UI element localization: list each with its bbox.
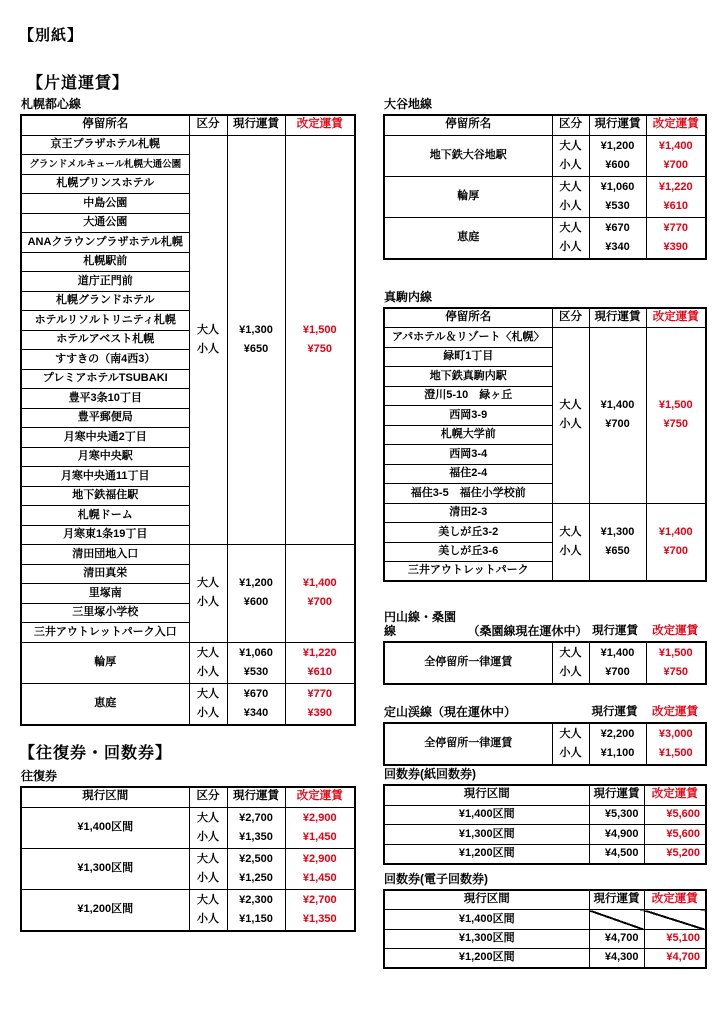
fare-row [21,807,355,848]
adult-revised-fare: ¥1,400 [658,525,693,538]
category-cell [552,503,589,581]
child-label: 小人 [197,665,219,678]
current-fare-cell [589,723,646,765]
adult-label: 大人 [559,180,582,193]
stop-name: 西岡3-4 [384,445,552,465]
fare-row [21,889,355,931]
coupon-section [383,767,707,969]
current-fare-cell [589,328,646,504]
revised-fare-cell: ¥5,600 [644,805,706,825]
section-name: ¥1,200区間 [21,889,189,931]
col-header-revised-fare: 改定運賃 [644,785,706,805]
stop-name: グランドメルキュール札幌大通公園 [21,155,189,175]
stop-name: 恵庭 [21,683,189,725]
adult-revised-fare: ¥1,500 [658,399,693,412]
adult-label: 大人 [197,852,219,865]
maruyama-line-table [383,641,707,685]
makomanai-line-table [383,307,707,583]
section-name: ¥1,300区間 [21,848,189,889]
current-fare-cell [227,889,285,931]
col-header-revised-fare: 改定運賃 [652,625,699,637]
stop-name: 京王プラザホテル札幌 [21,135,189,155]
revised-fare-cell [646,328,706,504]
sapporo-line-section [20,97,356,726]
child-label: 小人 [197,342,219,355]
stop-row [384,328,706,348]
current-fare-cell [227,848,285,889]
stop-name: 福住2-4 [384,464,552,484]
stop-row [21,683,355,725]
stop-name: ホテルリソルトリニティ札幌 [21,311,189,331]
col-header-revised-fare: 改定運賃 [652,706,698,718]
stop-name: 三井アウトレットパーク [384,562,552,582]
category-cell [189,642,227,683]
fare-row [384,805,706,825]
adult-current-fare: ¥1,060 [239,646,273,659]
stop-row [21,135,355,155]
col-header-current-section: 現行区間 [21,787,189,807]
adult-current-fare: ¥2,500 [239,852,273,865]
child-revised-fare: ¥610 [663,199,688,212]
current-fare-cell [589,217,646,259]
child-revised-fare: ¥1,450 [302,830,337,843]
child-current-fare: ¥600 [605,158,630,171]
line-note-jozankei: （現在運休中） [432,705,517,719]
stop-name: 輪厚 [384,176,552,217]
adult-label: 大人 [197,577,219,590]
col-header-category: 区分 [552,115,589,135]
child-current-fare: ¥700 [605,418,630,431]
col-header-current-fare: 現行運賃 [227,115,285,135]
oyachi-line-table [383,114,707,260]
child-revised-fare: ¥1,350 [302,912,337,925]
table-header-row [384,785,706,805]
fare-row [384,949,706,969]
child-revised-fare: ¥750 [307,342,332,355]
adult-current-fare: ¥2,300 [239,893,273,906]
fare-row [384,825,706,845]
category-cell [189,848,227,889]
child-label: 小人 [197,871,219,884]
col-header-stop-name: 停留所名 [21,115,189,135]
adult-label: 大人 [559,399,582,412]
current-fare-cell: ¥4,700 [589,929,644,949]
adult-current-fare: ¥670 [605,221,630,234]
stop-name: 地下鉄福住駅 [21,486,189,506]
revised-fare-cell: ¥5,100 [644,929,706,949]
stop-row [384,135,706,176]
flat-fare-row [384,642,706,684]
child-current-fare: ¥700 [605,666,630,678]
stop-name: 美しが丘3-6 [384,542,552,562]
right-column [383,97,707,766]
table-header-row [384,115,706,135]
adult-current-fare: ¥1,400 [600,647,635,659]
fare-row [21,848,355,889]
line-title-jozankei: 定山渓線 [384,705,433,719]
child-current-fare: ¥1,150 [239,912,273,925]
stop-name: 清田2-3 [384,503,552,523]
jozankei-line-section [383,703,707,766]
stop-name: 地下鉄大谷地駅 [384,135,552,176]
adult-revised-fare: ¥2,700 [302,893,337,906]
makomanai-line-section [383,290,707,583]
adult-current-fare: ¥1,200 [600,139,635,152]
roundtrip-title: 往復券 [21,769,58,783]
revised-fare-cell [646,135,706,176]
col-header-stop-name: 停留所名 [384,115,552,135]
adult-revised-fare: ¥2,900 [302,811,337,824]
coupon-electronic-title: 回数券(電子回数券) [384,871,488,886]
roundtrip-table [20,786,356,932]
stop-name: ホテルアベスト札幌 [21,330,189,350]
col-header-current-fare: 現行運賃 [589,785,644,805]
stop-name: 大通公園 [21,213,189,233]
coupon-electronic-table [383,889,707,970]
adult-label: 大人 [559,728,582,740]
col-header-current-section: 現行区間 [384,785,589,805]
adult-current-fare: ¥2,700 [239,811,273,824]
current-fare-cell: ¥4,300 [589,949,644,969]
category-cell [189,807,227,848]
adult-revised-fare: ¥770 [307,687,332,700]
child-current-fare: ¥530 [605,199,630,212]
adult-current-fare: ¥1,300 [239,323,273,336]
child-current-fare: ¥340 [605,240,630,253]
adult-label: 大人 [197,893,219,906]
child-label: 小人 [197,596,219,609]
adult-label: 大人 [559,221,582,234]
child-label: 小人 [559,544,582,557]
category-cell [189,135,227,545]
revised-fare-cell [285,889,355,931]
stop-name: 道庁正門前 [21,272,189,292]
adult-revised-fare: ¥2,900 [302,852,337,865]
col-header-current-fare: 現行運賃 [227,787,285,807]
current-fare-cell [589,176,646,217]
child-current-fare: ¥600 [243,596,269,609]
revised-fare-cell [285,807,355,848]
revised-fare-cell [646,503,706,581]
child-label: 小人 [559,199,582,212]
current-fare-cell [227,683,285,725]
revised-fare-cell [285,848,355,889]
child-revised-fare: ¥700 [663,544,688,557]
adult-current-fare: ¥670 [243,687,269,700]
adult-label: 大人 [197,811,219,824]
stop-name: 月寒中央駅 [21,447,189,467]
stop-name: 札幌グランドホテル [21,291,189,311]
adult-revised-fare: ¥1,220 [302,646,337,659]
coupon-paper-table [383,784,707,865]
revised-fare-cell [285,642,355,683]
child-revised-fare: ¥700 [663,158,688,171]
category-cell [552,176,589,217]
child-label: 小人 [197,912,219,925]
stop-row [384,503,706,523]
col-header-revised-fare: 改定運賃 [285,115,355,135]
col-header-current-fare: 現行運賃 [592,625,639,637]
col-header-current-fare: 現行運賃 [589,115,646,135]
jozankei-line-header [384,703,707,719]
stop-name: すすきの（南4西3） [21,350,189,370]
stop-name: 豊平3条10丁目 [21,389,189,409]
section-name: ¥1,200区間 [384,844,589,864]
child-revised-fare: ¥390 [307,706,332,719]
table-header-row [21,115,355,135]
oneway-fare-heading: 【片道運賃】 [27,75,130,92]
line-note-maruyama: （桑園線現在運休中） [467,624,588,638]
current-fare-cell: ¥4,500 [589,844,644,864]
line-title-makomanai: 真駒内線 [384,289,433,304]
current-fare-cell: ¥4,900 [589,825,644,845]
stop-name: プレミアホテルTSUBAKI [21,369,189,389]
adult-current-fare: ¥1,300 [600,525,635,538]
roundtrip-section [20,769,356,932]
child-current-fare: ¥1,350 [239,830,273,843]
current-fare-cell: ¥5,300 [589,805,644,825]
revised-fare-cell [646,217,706,259]
jozankei-line-table [383,722,707,766]
line-title-maruyama: 円山線・桑園線 [384,610,457,638]
sapporo-line-table [20,114,356,726]
revised-fare-cell-na [644,910,706,930]
stop-name: 美しが丘3-2 [384,523,552,543]
current-fare-cell-na [589,910,644,930]
stop-name: 月寒中央通2丁目 [21,428,189,448]
stop-name: 輪厚 [21,642,189,683]
fare-row [384,844,706,864]
adult-revised-fare: ¥3,000 [658,728,693,740]
section-name: ¥1,300区間 [384,929,589,949]
revised-fare-cell: ¥5,600 [644,825,706,845]
category-cell [552,217,589,259]
category-cell [552,642,589,684]
child-current-fare: ¥650 [243,342,269,355]
stop-name: アパホテル＆リゾート〈札幌〉 [384,328,552,348]
revised-fare-cell [646,176,706,217]
child-label: 小人 [559,418,582,431]
child-revised-fare: ¥750 [663,418,688,431]
revised-fare-cell [646,642,706,684]
stop-name: 里塚南 [21,584,189,604]
oyachi-line-section [383,97,707,260]
current-fare-cell [227,807,285,848]
child-revised-fare: ¥1,500 [658,747,693,759]
adult-revised-fare: ¥1,220 [658,180,693,193]
adult-current-fare: ¥1,060 [600,180,635,193]
revised-fare-cell: ¥5,200 [644,844,706,864]
stop-name: 三井アウトレットパーク入口 [21,623,189,643]
stop-name: 緑町1丁目 [384,347,552,367]
stop-name: 豊平郵便局 [21,408,189,428]
stop-name: 澄川5-10 緑ヶ丘 [384,386,552,406]
stop-name: 札幌大学前 [384,425,552,445]
line-title-sapporo: 札幌都心線 [21,97,82,111]
current-fare-cell [589,642,646,684]
category-cell [552,328,589,504]
col-header-category: 区分 [552,308,589,328]
adult-label: 大人 [559,525,582,538]
col-header-stop-name: 停留所名 [384,308,552,328]
child-revised-fare: ¥390 [663,240,688,253]
child-label: 小人 [559,747,582,759]
stop-row [384,217,706,259]
maruyama-line-header [384,610,707,638]
stop-name: 地下鉄真駒内駅 [384,367,552,387]
adult-revised-fare: ¥1,400 [658,139,693,152]
current-fare-cell [227,545,285,643]
col-header-revised-fare: 改定運賃 [285,787,355,807]
col-header-current-section: 現行区間 [384,890,589,910]
stop-row [21,545,355,565]
adult-revised-fare: ¥770 [663,221,688,234]
stop-name: 月寒中央通11丁目 [21,467,189,487]
attachment-heading: 【別紙】 [19,27,84,44]
adult-revised-fare: ¥1,500 [302,323,337,336]
table-header-row [384,890,706,910]
coupon-paper-title: 回数券(紙回数券) [384,767,476,781]
category-cell [189,683,227,725]
adult-revised-fare: ¥1,400 [302,577,337,590]
flat-fare-label: 全停留所一律運賃 [384,642,552,684]
child-current-fare: ¥340 [243,706,269,719]
flat-fare-label: 全停留所一律運賃 [384,723,552,765]
category-cell [552,135,589,176]
col-header-current-fare: 現行運賃 [589,308,646,328]
section-name: ¥1,200区間 [384,949,589,969]
stop-name: 札幌プリンスホテル [21,174,189,194]
child-revised-fare: ¥700 [307,596,332,609]
flat-fare-row [384,723,706,765]
child-label: 小人 [559,158,582,171]
stop-name: ANAクラウンプラザホテル札幌 [21,233,189,253]
stop-name: 恵庭 [384,217,552,259]
revised-fare-cell [285,683,355,725]
section-name: ¥1,300区間 [384,825,589,845]
revised-fare-cell: ¥4,700 [644,949,706,969]
adult-label: 大人 [197,323,219,336]
child-label: 小人 [559,240,582,253]
child-revised-fare: ¥750 [663,666,688,678]
col-header-revised-fare: 改定運賃 [646,308,706,328]
child-label: 小人 [559,666,582,678]
child-label: 小人 [197,706,219,719]
current-fare-cell [589,135,646,176]
stop-row [21,642,355,683]
adult-label: 大人 [559,139,582,152]
section-name: ¥1,400区間 [384,910,589,930]
adult-label: 大人 [559,647,582,659]
stop-name: 札幌ドーム [21,506,189,526]
current-fare-cell [227,135,285,545]
stop-name: 清田真栄 [21,564,189,584]
section-name: ¥1,400区間 [384,805,589,825]
child-current-fare: ¥1,100 [600,747,635,759]
revised-fare-cell [285,135,355,545]
child-current-fare: ¥650 [605,544,630,557]
category-cell [552,723,589,765]
child-current-fare: ¥530 [243,665,269,678]
maruyama-line-section [383,610,707,685]
child-revised-fare: ¥1,450 [302,871,337,884]
revised-fare-cell [646,723,706,765]
current-fare-cell [227,642,285,683]
revised-fare-cell [285,545,355,643]
adult-current-fare: ¥1,400 [600,399,635,412]
tickets-heading: 【往復券・回数券】 [19,745,173,762]
current-fare-cell [589,503,646,581]
adult-label: 大人 [197,687,219,700]
table-header-row [21,787,355,807]
col-header-category: 区分 [189,787,227,807]
fare-row [384,910,706,930]
stop-name: 西岡3-9 [384,406,552,426]
fare-row [384,929,706,949]
stop-name: 月寒東1条19丁目 [21,525,189,545]
stop-name: 福住3-5 福住小学校前 [384,484,552,504]
category-cell [189,545,227,643]
adult-current-fare: ¥2,200 [600,728,635,740]
line-title-oyachi: 大谷地線 [384,97,433,111]
adult-label: 大人 [197,646,219,659]
section-name: ¥1,400区間 [21,807,189,848]
col-header-current-fare: 現行運賃 [589,890,644,910]
col-header-revised-fare: 改定運賃 [644,890,706,910]
col-header-category: 区分 [189,115,227,135]
stop-name: 三里塚小学校 [21,603,189,623]
stop-name: 清田団地入口 [21,545,189,565]
adult-revised-fare: ¥1,500 [658,647,693,659]
adult-current-fare: ¥1,200 [239,577,273,590]
col-header-revised-fare: 改定運賃 [646,115,706,135]
col-header-current-fare: 現行運賃 [591,706,638,718]
child-revised-fare: ¥610 [307,665,332,678]
table-header-row [384,308,706,328]
child-label: 小人 [197,830,219,843]
stop-name: 札幌駅前 [21,252,189,272]
stop-name: 中島公園 [21,194,189,214]
child-current-fare: ¥1,250 [239,871,273,884]
category-cell [189,889,227,931]
stop-row [384,176,706,217]
